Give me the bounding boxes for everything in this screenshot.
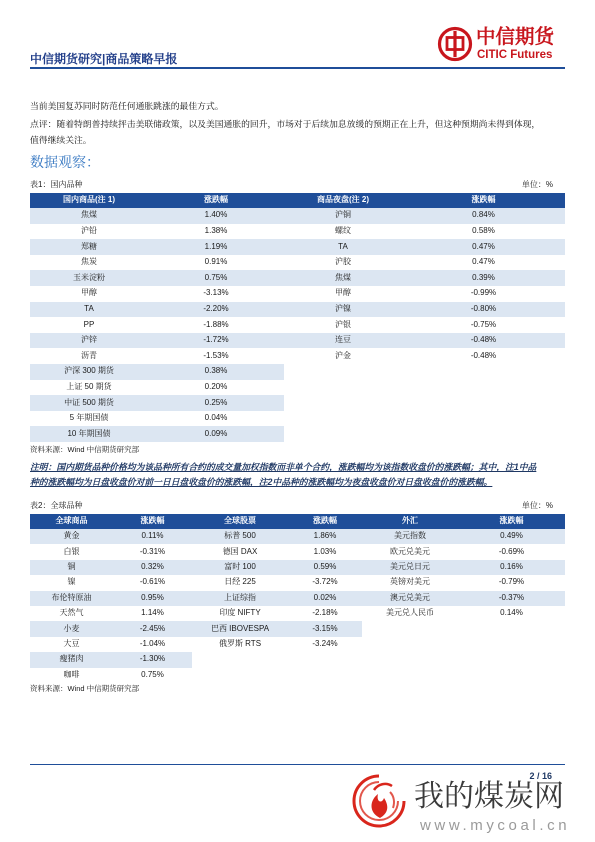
fx-pair-name xyxy=(362,668,458,683)
table-header-row xyxy=(30,514,565,529)
night-session-name: 沪铜 xyxy=(284,208,402,224)
domestic-commodity-change: 0.91% xyxy=(204,257,228,267)
global-equity-name: 俄罗斯 RTS xyxy=(218,639,262,649)
comment-line: 值得继续关注。 xyxy=(30,135,92,145)
fx-pair-name: 美元兑人民币 xyxy=(386,608,434,618)
domestic-commodity-change: 1.40% xyxy=(148,208,284,224)
fx-pair-change xyxy=(458,652,565,667)
fx-pair-name xyxy=(362,652,458,667)
table2-header-cell: 涨跌幅 xyxy=(458,514,565,529)
night-session-change xyxy=(402,380,565,396)
global-equity-name xyxy=(192,668,288,683)
table1-header-cell: 涨跌幅 xyxy=(148,193,284,208)
brand-name-en: CITIC Futures xyxy=(477,49,553,61)
table1-header-cell: 涨跌幅 xyxy=(402,193,565,208)
night-session-change: -0.99% xyxy=(470,288,497,298)
global-equity-change: 0.02% xyxy=(288,591,362,606)
domestic-commodity-name: 5 年期国债 xyxy=(69,413,109,423)
table2-unit: 单位：% xyxy=(521,501,553,510)
domestic-commodity-name: 中证 500 期货 xyxy=(30,395,148,411)
global-commodity-change: -1.30% xyxy=(113,652,192,667)
table2-caption: 表2：全球品种 xyxy=(30,501,83,510)
table-row xyxy=(30,575,565,590)
night-session-change: 0.47% xyxy=(472,257,495,267)
domestic-commodity-change: 1.38% xyxy=(204,225,228,235)
global-commodity-change: 0.11% xyxy=(113,529,192,544)
global-equity-name: 印度 NIFTY xyxy=(219,608,261,618)
brand-name-cn: 中信期货 xyxy=(476,26,555,48)
domestic-commodity-change: 0.09% xyxy=(148,426,284,442)
night-session-change xyxy=(402,411,565,427)
table-row xyxy=(30,606,565,621)
header-divider xyxy=(30,67,565,69)
night-session-change: -0.80% xyxy=(402,302,565,318)
night-session-name xyxy=(284,395,402,411)
global-equity-name: 德国 DAX xyxy=(222,546,258,556)
global-equity-change: 1.86% xyxy=(288,529,362,544)
table2-caption-row xyxy=(30,502,553,511)
night-session-name: 沪金 xyxy=(335,350,351,360)
global-commodity-name: 大豆 xyxy=(63,639,80,649)
domestic-commodity-name: 10 年期国债 xyxy=(30,426,148,442)
table-row xyxy=(30,668,565,683)
table-row xyxy=(30,348,565,364)
note-line: 种的涨跌幅均为日盘收盘价对前一日日盘收盘价的涨跌幅，注2中品种的涨跌幅均为夜盘收盘价对日盘收盘价的涨跌幅。 xyxy=(30,477,493,487)
domestic-commodity-name: TA xyxy=(30,302,148,318)
fx-pair-change xyxy=(458,621,565,636)
fx-pair-name: 美元兑日元 xyxy=(362,560,458,575)
table1-header-cell: 商品夜盘(注 2) xyxy=(284,193,402,208)
night-session-change: 0.58% xyxy=(472,225,495,235)
table1-caption: 表1：国内品种 xyxy=(30,180,83,189)
global-equity-name: 富时 100 xyxy=(192,560,288,575)
domestic-commodity-change: -1.72% xyxy=(148,333,284,349)
global-commodity-change: -2.45% xyxy=(113,621,192,636)
global-equity-change xyxy=(288,668,362,683)
night-session-name: 沪银 xyxy=(335,319,351,329)
table-row xyxy=(30,591,565,606)
night-session-name: 沪镍 xyxy=(284,302,402,318)
domestic-commodity-change: 1.19% xyxy=(148,239,284,255)
global-equity-name xyxy=(192,652,288,667)
domestic-commodity-name: 上证 50 期货 xyxy=(66,381,112,391)
table-row xyxy=(30,364,565,380)
fx-pair-name xyxy=(362,637,458,652)
table2-header-cell: 全球商品 xyxy=(30,514,113,529)
domestic-commodity-name: 沪深 300 期货 xyxy=(30,364,148,380)
table1-unit: 单位：% xyxy=(521,180,553,189)
domestic-commodity-name: 沥青 xyxy=(81,350,97,360)
table-row xyxy=(30,208,565,224)
global-equity-change xyxy=(288,652,362,667)
watermark-site-url: www.mycoal.cn xyxy=(420,817,571,834)
global-commodity-name: 瘦猪肉 xyxy=(30,652,113,667)
night-session-name xyxy=(284,426,402,442)
night-session-name: 焦煤 xyxy=(284,270,402,286)
global-equity-change: -3.24% xyxy=(312,639,338,649)
table-header-row xyxy=(30,193,565,208)
table2-header-cell: 涨跌幅 xyxy=(288,514,362,529)
night-session-change: -0.48% xyxy=(402,333,565,349)
night-session-change xyxy=(402,426,565,442)
domestic-commodity-change: -1.88% xyxy=(203,319,229,329)
fx-pair-change: -0.69% xyxy=(498,546,525,556)
domestic-commodity-name: 玉米淀粉 xyxy=(30,270,148,286)
global-equity-change: -2.18% xyxy=(312,608,338,618)
table-row xyxy=(30,333,565,349)
night-session-name: 甲醇 xyxy=(335,288,351,298)
global-commodity-change: 1.14% xyxy=(141,608,164,618)
night-session-change: 0.39% xyxy=(402,270,565,286)
table-row xyxy=(30,426,565,442)
table1-source: 资料来源：Wind 中信期货研究部 xyxy=(30,445,140,454)
night-session-change: -0.75% xyxy=(470,319,497,329)
night-session-name xyxy=(284,411,402,427)
table-row xyxy=(30,621,565,636)
global-commodity-change: 0.75% xyxy=(141,669,164,679)
global-equity-name: 标普 500 xyxy=(192,529,288,544)
domestic-commodity-name: 沪铅 xyxy=(81,225,97,235)
fx-pair-change: 0.49% xyxy=(458,529,565,544)
night-session-change: 0.47% xyxy=(402,239,565,255)
night-session-change: -0.48% xyxy=(470,350,497,360)
domestic-commodity-change: -2.20% xyxy=(148,302,284,318)
global-equity-name: 日经 225 xyxy=(224,577,256,587)
domestic-commodity-change: 0.20% xyxy=(204,381,228,391)
domestic-commodity-name: 焦煤 xyxy=(30,208,148,224)
fx-pair-change: -0.79% xyxy=(498,577,525,587)
global-commodity-change: 0.32% xyxy=(113,560,192,575)
table-row xyxy=(30,255,565,271)
fx-pair-name: 澳元兑美元 xyxy=(362,591,458,606)
section-title: 数据观察： xyxy=(30,154,100,170)
table2-header-cell: 外汇 xyxy=(362,514,458,529)
fx-pair-name: 美元指数 xyxy=(362,529,458,544)
night-session-change xyxy=(402,364,565,380)
table-row xyxy=(30,302,565,318)
domestic-commodity-change: -1.53% xyxy=(203,350,229,360)
fx-pair-change: 0.14% xyxy=(500,608,523,618)
table-row xyxy=(30,652,565,667)
domestic-commodity-name: PP xyxy=(83,319,95,329)
domestic-commodity-change: -3.13% xyxy=(203,288,229,298)
global-equity-change: 0.59% xyxy=(288,560,362,575)
global-commodity-change: -1.04% xyxy=(139,639,166,649)
fx-pair-change: -0.37% xyxy=(458,591,565,606)
citic-logo-icon xyxy=(437,26,473,62)
table-row xyxy=(30,224,565,240)
global-commodity-name: 小麦 xyxy=(30,621,113,636)
table-row xyxy=(30,544,565,559)
domestic-commodity-name: 郑糖 xyxy=(30,239,148,255)
fx-pair-name xyxy=(362,621,458,636)
fx-pair-name: 英镑对美元 xyxy=(390,577,430,587)
global-commodity-name: 铜 xyxy=(30,560,113,575)
domestic-commodity-change: 0.25% xyxy=(148,395,284,411)
comment-line: 点评：随着特朗普持续抨击美联储政策，以及美国通胀的回升，市场对于后续加息放缓的预期正在上升，但这种预期尚未得到体现， xyxy=(30,119,541,129)
global-equity-change: 1.03% xyxy=(313,546,337,556)
night-session-name: 沪胶 xyxy=(335,257,351,267)
table2-source: 资料来源：Wind 中信期货研究部 xyxy=(30,684,140,693)
table2-header-cell: 全球股票 xyxy=(192,514,288,529)
table-row xyxy=(30,637,565,652)
global-table xyxy=(30,514,565,683)
table-row xyxy=(30,395,565,411)
global-equity-change: -3.72% xyxy=(312,577,338,587)
global-commodity-change: -0.61% xyxy=(139,577,166,587)
fx-pair-change: 0.16% xyxy=(458,560,565,575)
fx-pair-change xyxy=(458,637,565,652)
table-row xyxy=(30,529,565,544)
domestic-commodity-name: 焦炭 xyxy=(81,257,97,267)
report-header-title: 中信期货研究|商品策略早报 xyxy=(30,52,178,66)
global-commodity-name: 白银 xyxy=(63,546,80,556)
table-row xyxy=(30,411,565,427)
domestic-commodity-change: 0.75% xyxy=(148,270,284,286)
domestic-commodity-name: 沪锌 xyxy=(30,333,148,349)
page-number: 2 / 16 xyxy=(529,771,552,781)
night-session-name: 螺纹 xyxy=(335,225,351,235)
table-row xyxy=(30,286,565,302)
mycoal-logo-icon xyxy=(350,772,408,830)
footer-divider xyxy=(30,764,565,765)
table-row xyxy=(30,317,565,333)
night-session-change: 0.84% xyxy=(402,208,565,224)
fx-pair-change xyxy=(458,668,565,683)
watermark-site-name: 我的煤炭网 xyxy=(414,780,564,813)
table-row xyxy=(30,560,565,575)
night-session-change xyxy=(402,395,565,411)
table-row xyxy=(30,380,565,396)
table1-caption-row xyxy=(30,181,553,190)
domestic-commodity-change: 0.04% xyxy=(204,413,228,423)
fx-pair-name: 欧元兑美元 xyxy=(390,546,430,556)
global-commodity-change: -0.31% xyxy=(139,546,166,556)
global-equity-name: 上证综指 xyxy=(192,591,288,606)
domestic-commodity-change: 0.38% xyxy=(148,364,284,380)
global-commodity-name: 天然气 xyxy=(59,608,84,618)
global-commodity-name: 镍 xyxy=(67,577,76,587)
night-session-name xyxy=(284,364,402,380)
night-session-name: 连豆 xyxy=(284,333,402,349)
table-row xyxy=(30,270,565,286)
global-commodity-name: 黄金 xyxy=(30,529,113,544)
global-commodity-name: 布伦特原油 xyxy=(30,591,113,606)
domestic-table xyxy=(30,193,565,442)
global-commodity-name: 咖啡 xyxy=(63,669,80,679)
night-session-name: TA xyxy=(284,239,402,255)
intro-sentence: 当前美国复苏同时防范任何通胀跳涨的最佳方式。 xyxy=(30,101,224,111)
table2-header-cell: 涨跌幅 xyxy=(113,514,192,529)
global-equity-name: 巴西 IBOVESPA xyxy=(192,621,288,636)
table-row xyxy=(30,239,565,255)
table1-header-cell: 国内商品(注 1) xyxy=(30,193,148,208)
night-session-name xyxy=(284,380,402,396)
note-line: 注明：国内期货品种价格均为该品种所有合约的成交量加权指数而非单个合约，涨跌幅均为该指数收盘价的涨跌幅；其中，注1中品 xyxy=(30,462,537,472)
domestic-commodity-name: 甲醇 xyxy=(81,288,97,298)
global-commodity-change: 0.95% xyxy=(113,591,192,606)
global-equity-change: -3.15% xyxy=(288,621,362,636)
